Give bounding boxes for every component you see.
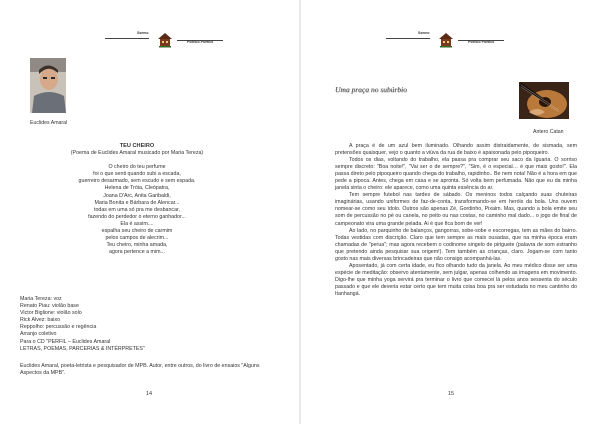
credits <box>20 296 250 353</box>
poem-line: Maria Bonita e Bárbara de Alencar... <box>94 199 180 206</box>
poem <box>52 143 222 256</box>
credit-line: Renato Piau: violão base <box>20 303 79 310</box>
poem-line: espalha seu cheiro de carmim <box>101 228 173 235</box>
poem-line: pelos campos de alecrim... <box>105 235 169 242</box>
story-paragraph: Todos os dias, voltando do trabalho, ela passa pra comprar seu saco da Iguaria. O sorriso sempre discreto: "Boa noite!", "Vai ser o de sempre?", "Sim, é o especial… é que mais gosto!". Ela passa direto pelo pipoqueiro quando chega do trabalho, rapidinho.. Be nem nota! Não é a hora em que pede a pipoca. Antes, chega em casa e se apronta. Só volta bem perfumada. Não que eu da minha janela sinta o cheiro: ele aparece, como uma quinta essência do ar. <box>335 157 577 192</box>
poem-line: Teu cheiro, minha amada, <box>106 242 168 249</box>
header-right-label: Poético Poético <box>187 40 214 44</box>
page-header <box>105 31 225 49</box>
poem-line: todas em uma só pra me desbancar, <box>94 206 180 213</box>
story-body <box>335 143 577 298</box>
credit-line: Rick Alvez: baixo <box>20 317 61 324</box>
header-rule <box>386 38 430 39</box>
photo-caption: Antero Catan <box>533 129 564 135</box>
page-number: 15 <box>448 391 455 397</box>
credit-line: Victor Biglione: violão solo <box>20 310 82 317</box>
left-page <box>0 0 299 424</box>
poem-line: fazendo do perdedor o eterno ganhador... <box>88 213 186 220</box>
credit-line: Arranjo coletivo <box>20 331 57 338</box>
poem-title: TEU CHEIRO <box>119 143 155 149</box>
guitar-photo <box>519 82 569 119</box>
poem-line: Joana D'Arc, Anita Garibaldi, <box>103 192 171 199</box>
photo-caption: Euclides Amaral <box>30 120 68 126</box>
header-left-label: Ssemo <box>418 31 430 35</box>
poem-line: agora pertence a mim... <box>109 249 165 256</box>
header-right-label: Poético Poético <box>468 40 495 44</box>
story-paragraph: Tem sempre futebol nas tardes de sábado. Os meninos todos calçando suas chuteiras imaginárias, usando uniformes de faz-de-conta, transformando-se em heróis da bola. Uns ouvem nomear-se como seu ídolo. Outros são apenas Zé, Gordinho, Pixaim. Mas, quando a bola emite seu som de percussão no pé ou canela, no peito ou nas costas, no caminho mal dado... o jogo de final de campeonato vira uma grande pelada. Ai é que fica bom de ver! <box>335 192 577 227</box>
house-emblem-icon <box>157 32 173 48</box>
poem-subtitle: (Poema de Euclides Amaral musicado por Maria Tereza) <box>70 150 204 157</box>
author-bio: Euclides Amaral, poeta-letrista e pesquisador de MPB. Autor, entre outros, do livro de ensaios "Alguns Aspectos da MPB". <box>20 363 260 376</box>
header-rule <box>105 38 149 39</box>
poem-line: guerreiro desarmado, sem escudo e sem espada. <box>78 178 196 185</box>
header-left-label: Ssemo <box>137 31 149 35</box>
right-page <box>301 0 600 424</box>
credit-line: Para o CD "PERFIL – Euclides Amaral <box>20 338 111 345</box>
page-number: 14 <box>146 391 153 397</box>
story-paragraph: Ao lado, no parquinho de balanços, gangorras, sobe-sobe e escorregas, tem as mães do bairro. Todas vestidas com discrição. Claro que tem sempre as mais ousadas, que na minha época eram chamadas de "perua"; mas agora recebem o codinome singelo de piriguete (palavra de som estranho que pretendo ainda pesquisar sua origem!). Tem também as crianças, claro. Jogam-se com tanto gosto nas mais diversas brincadeiras que não consigo acompanhá-las. <box>335 227 577 262</box>
story-paragraph: A praça é de um azul bem iluminado. Olhando assim distraidamente, de sismada, sem pretensões quaisquer, vejo o quanto a viúva da rua de baixo é apaixonada pelo pipoqueiro. <box>335 143 577 157</box>
poem-line: Helena de Tróia, Cleópatra, <box>104 185 170 192</box>
poem-line: Ela é assim.... <box>120 220 154 227</box>
story-paragraph: Aposentado, já com certa idade, eu fico olhando tudo da janela. Ao meu médico disse ser uma espécie de meditação: observo atentamente, sem julgar, apenas colhendo as imagens em movimento. Digo-lhe que minha yoga servirá pra terminar o livro que comecei lá pelos anos sessenta do século passado e que ele deveria estar certo que tem muita coisa boa pra ser estudada no meu cantinho do Itanhangá. <box>335 262 577 297</box>
house-emblem-icon <box>438 32 454 48</box>
poem-line: foi o que senti quando subi a escada, <box>93 171 181 178</box>
credit-line: Reppolho: percussão e regência <box>20 324 97 331</box>
story-title: Uma praça no subúrbio <box>335 85 407 94</box>
credit-line: Maria Tereza: voz <box>20 296 62 302</box>
credit-line: LETRAS, POEMAS, PARCERIAS & INTÉRPRETES" <box>20 345 145 352</box>
poem-line: O cheiro do teu perfume <box>108 164 166 171</box>
author-photo <box>30 58 66 113</box>
page-header <box>386 31 506 49</box>
